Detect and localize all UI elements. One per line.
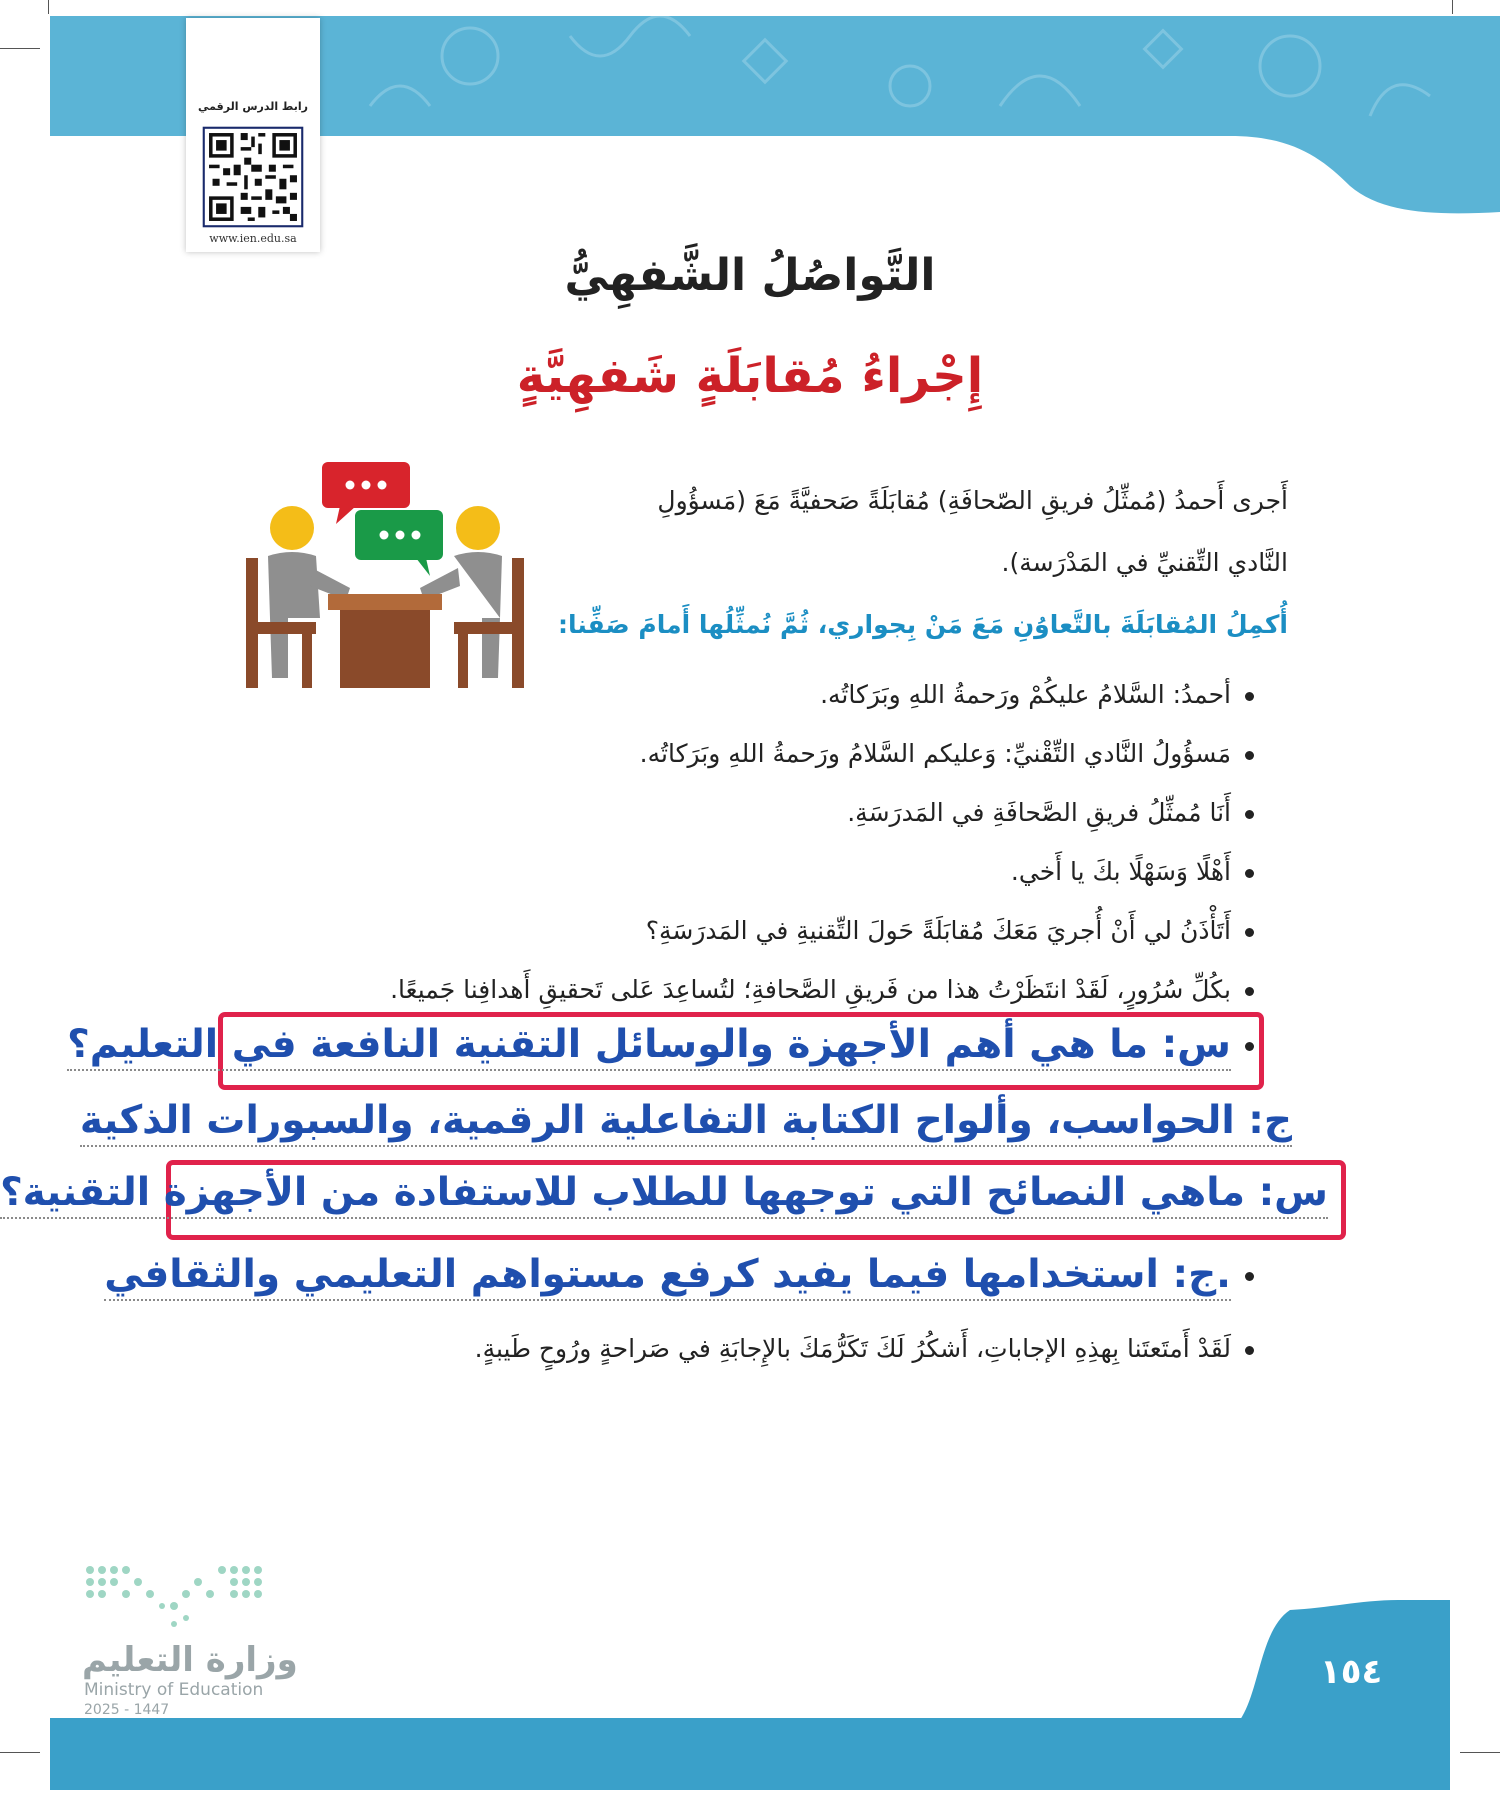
bullet-icon: [1245, 1042, 1254, 1051]
crop-mark: [1452, 0, 1453, 14]
bullet-icon: [1245, 810, 1254, 819]
dialogue-line: بكُلِّ سُرُورٍ، لَقَدْ انتَظَرْتُ هذا من فَريقِ الصَّحافةِ؛ لتُساعِدَ عَلى تَحقيقِ أَهدافِنا جَميعًا.: [390, 975, 1254, 1004]
bullet-icon: [1245, 987, 1254, 996]
dialogue-line: أحمدُ: السَّلامُ عليكُمْ ورَحمةُ اللهِ وبَرَكاتُه.: [820, 680, 1254, 709]
intro-line-2: النَّادي التِّقنيِّ في المَدْرَسة).: [1001, 548, 1288, 577]
answer-1[interactable]: ج: الحواسب، وألواح الكتابة التفاعلية الرقمية، والسبورات الذكية: [80, 1098, 1292, 1143]
interview-illustration: [240, 458, 530, 690]
section-title: التَّواصُلُ الشَّفهِيُّ: [564, 250, 936, 301]
qr-card[interactable]: [186, 18, 320, 252]
bullet-icon: [1245, 751, 1254, 760]
question-1[interactable]: س: ما هي أهم الأجهزة والوسائل التقنية النافعة في التعليم؟: [67, 1022, 1254, 1067]
bullet-icon: [1245, 1346, 1254, 1355]
intro-line-1: أَجرى أَحمدُ (مُمثِّلُ فريقِ الصّحافَةِ) مُقابَلَةً صَحفيَّةً مَعَ (مَسؤُولِ: [657, 486, 1288, 515]
bullet-icon: [1245, 869, 1254, 878]
qr-url[interactable]: www.ien.edu.sa: [209, 232, 297, 245]
bullet-icon: [1245, 928, 1254, 937]
edition-year: 2025 - 1447: [84, 1702, 170, 1718]
closing-line: لَقَدْ أَمتَعتَنا بِهذِهِ الإجاباتِ، أَشكُرُ لَكَ تَكَرُّمَكَ بالإِجابَةِ في صَراحةٍ ورُوحٍ طَيبةٍ.: [475, 1334, 1254, 1363]
dialogue-line: أَهْلًا وَسَهْلًا بكَ يا أَخي.: [1011, 857, 1254, 886]
page-number: ١٥٤: [1320, 1652, 1383, 1692]
qr-label: رابط الدرس الرقمي: [198, 100, 308, 113]
crop-mark: [0, 48, 40, 49]
speech-bubble-icon: [355, 510, 443, 576]
dialogue-line: أَتَأْذَنُ لي أَنْ أُجريَ مَعَكَ مُقابَلَةً حَولَ التِّقنيةِ في المَدرَسَةِ؟: [646, 916, 1254, 945]
dialogue-line: مَسؤُولُ النَّادي التِّقْنيِّ: وَعليكم السَّلامُ ورَحمةُ اللهِ وبَرَكاتُه.: [640, 739, 1254, 768]
crop-mark: [48, 0, 49, 14]
lesson-title: إِجْراءُ مُقابَلَةٍ شَفهِيَّةٍ: [516, 348, 984, 404]
qr-code-icon[interactable]: [202, 126, 304, 228]
footer-band: [0, 1600, 1500, 1800]
ministry-name-ar: وزارة التعليم: [82, 1640, 298, 1680]
bullet-icon: [1245, 1272, 1254, 1281]
dialogue-line: أَنَا مُمثِّلُ فريقِ الصَّحافَةِ في المَدرَسَةِ.: [847, 798, 1254, 827]
instruction: أُكمِلُ المُقابَلَةَ بالتَّعاوُنِ مَعَ مَنْ بِجواري، ثُمَّ نُمثِّلُها أَمامَ صَفِّنا:: [557, 610, 1288, 639]
ministry-name-en: Ministry of Education: [84, 1680, 264, 1700]
answer-2[interactable]: .ج: استخدامها فيما يفيد كرفع مستواهم التعليمي والثقافي: [104, 1252, 1254, 1297]
question-2[interactable]: س: ماهي النصائح التي توجهها للطلاب للاستفادة من الأجهزة التقنية؟: [0, 1170, 1328, 1215]
bullet-icon: [1245, 692, 1254, 701]
